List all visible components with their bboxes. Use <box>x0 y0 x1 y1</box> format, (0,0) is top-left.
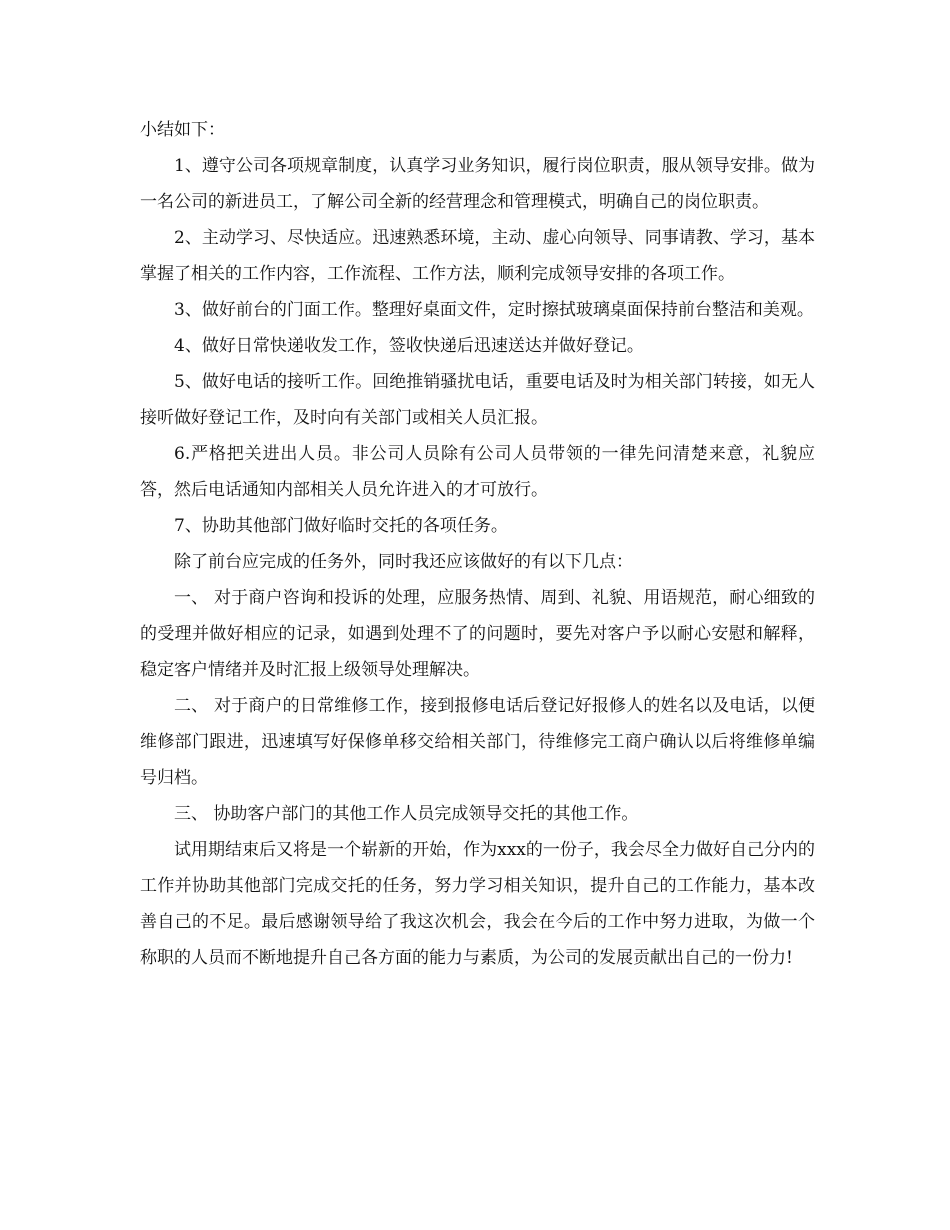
paragraph-6: 6.严格把关进出人员。非公司人员除有公司人员带领的一律先问清楚来意，礼貌应答，然后电话通知内部相关人员允许进入的才可放行。 <box>140 444 815 500</box>
paragraph-9: 一、 对于商户咨询和投诉的处理，应服务热情、周到、礼貌、用语规范，耐心细致的的受理并做好相应的记录，如遇到处理不了的问题时，要先对客户予以耐心安慰和解释，稳定客户情绪并及时汇报上级领导处理解决。 <box>140 588 815 680</box>
paragraph-8: 除了前台应完成的任务外，同时我还应该做好的有以下几点： <box>174 552 633 572</box>
paragraph-7: 7、协助其他部门做好临时交托的各项任务。 <box>174 516 508 536</box>
paragraph-2: 2、主动学习、尽快适应。迅速熟悉环境，主动、虚心向领导、同事请教、学习，基本掌握了相关的工作内容，工作流程、工作方法，顺利完成领导安排的各项工作。 <box>140 228 815 284</box>
document-body <box>140 112 815 976</box>
paragraph-10: 二、 对于商户的日常维修工作，接到报修电话后登记好报修人的姓名以及电话，以便维修部门跟进，迅速填写好保修单移交给相关部门，待维修完工商户确认以后将维修单编号归档。 <box>140 696 815 788</box>
paragraph-12: 试用期结束后又将是一个崭新的开始，作为xxx的一份子，我会尽全力做好自己分内的工作并协助其他部门完成交托的任务，努力学习相关知识，提升自己的工作能力，基本改善自己的不足。最后感谢领导给了我这次机会，我会在今后的工作中努力进取，为做一个称职的人员而不断地提升自己各方面的能力与素质，为公司的发展贡献出自己的一份力! <box>140 840 815 968</box>
paragraph-3: 3、做好前台的门面工作。整理好桌面文件，定时擦拭玻璃桌面保持前台整洁和美观。 <box>174 300 814 320</box>
paragraph-1: 1、遵守公司各项规章制度，认真学习业务知识，履行岗位职责，服从领导安排。做为一名公司的新进员工，了解公司全新的经营理念和管理模式，明确自己的岗位职责。 <box>140 156 815 212</box>
paragraph-4: 4、做好日常快递收发工作，签收快递后迅速送达并做好登记。 <box>174 336 644 356</box>
intro-line: 小结如下： <box>140 120 225 140</box>
paragraph-11: 三、 协助客户部门的其他工作人员完成领导交托的其他工作。 <box>174 804 639 824</box>
paragraph-5: 5、做好电话的接听工作。回绝推销骚扰电话，重要电话及时为相关部门转接，如无人接听做好登记工作，及时向有关部门或相关人员汇报。 <box>140 372 815 428</box>
